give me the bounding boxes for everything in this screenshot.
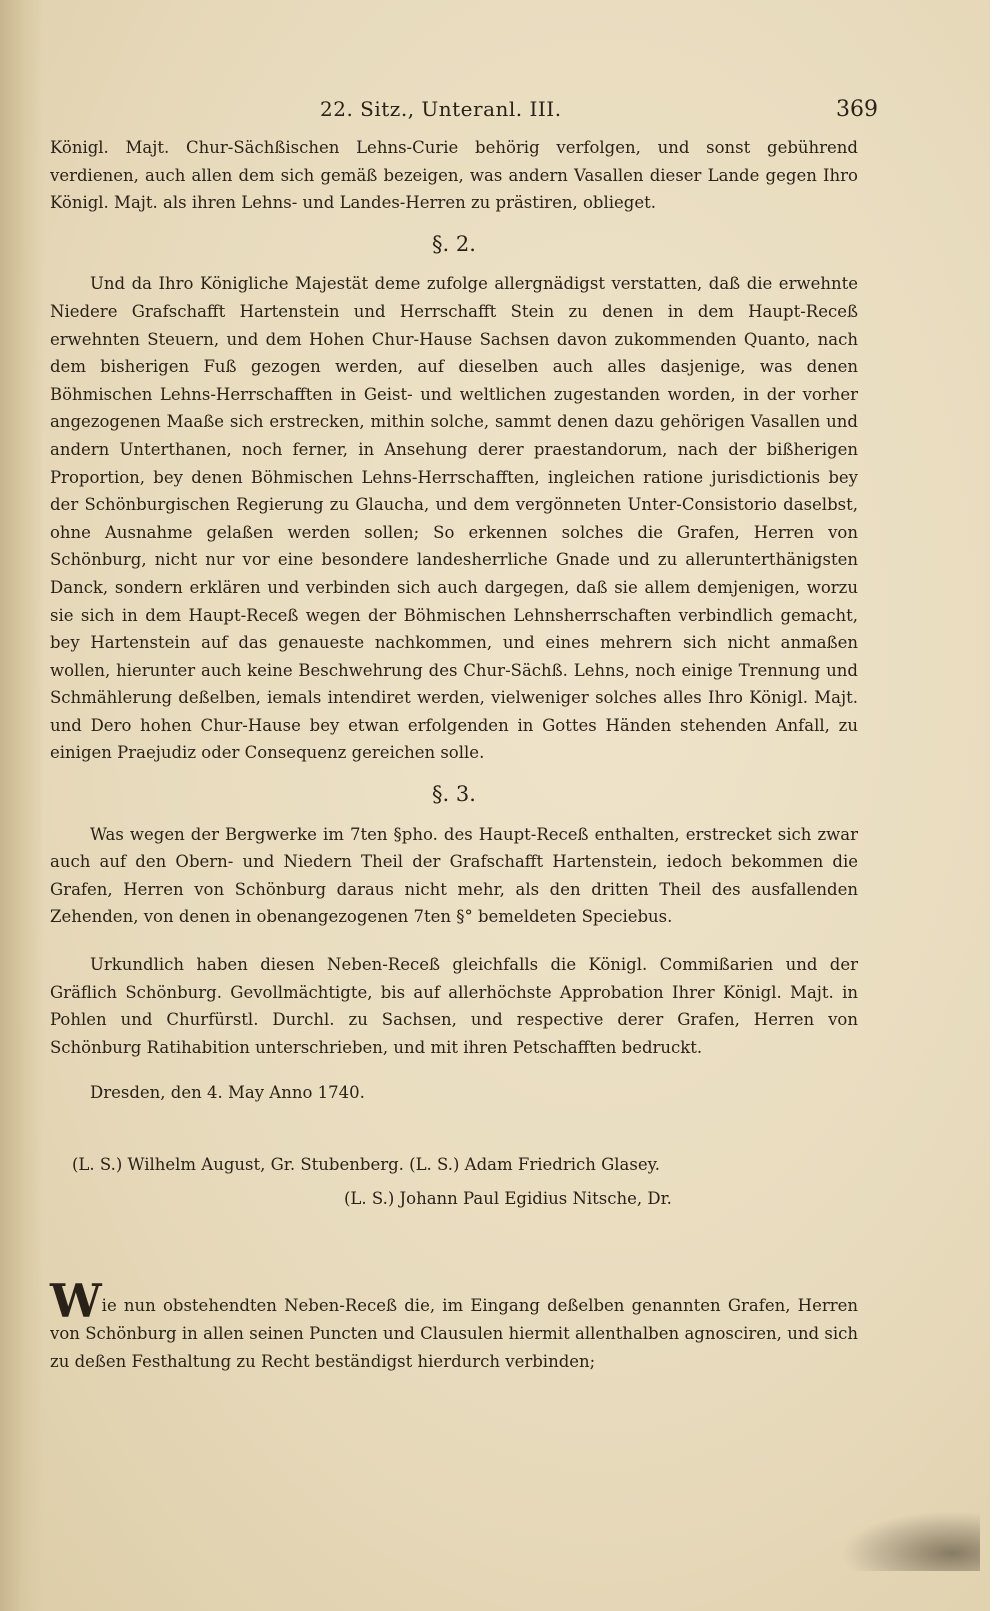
- section-2-paragraph: Und da Ihro Königliche Majestät deme zufolge allergnädigst verstatten, daß die erwehnte Niedere Grafschafft Hartenstein und Herrschafft Stein zu denen in dem Haupt-Receß erwehnten Steuern, und dem Hohen Chur-Hause Sachsen davon zukommenden Quanto, nach dem bisherigen Fuß gezogen werden, auf dieselben auch alles dasjenige, was denen Böhmischen Lehns-Herrschafften in Geist- und weltlichen zugestanden worden, in der vorher angezogenen Maaße sich erstrecken, mithin solche, sammt denen dazu gehörigen Vasallen und andern Unterthanen, noch ferner, in Ansehung derer praestandorum, nach der bißherigen Proportion, bey denen Böhmischen Lehns-Herrschafften, ingleichen ratione jurisdictionis bey der Schönburgischen Regierung zu Glaucha, und dem vergönneten Unter-Consistorio daselbst, ohne Ausnahme gelaßen werden sollen; So erkennen solches die Grafen, Herren von Schönburg, nicht nur vor eine besondere landesherrliche Gnade und zu allerunterthänigsten Danck, sondern erklären und verbinden sich auch dargegen, daß sie allem demjenigen, worzu sie sich in dem Haupt-Receß wegen der Böhmischen Lehnsherrschaften verbindlich gemacht, bey Hartenstein auf das genaueste nachkommen, und eines mehrern sich nicht anmaßen wollen, hierunter auch keine Beschwehrung des Chur-Sächß. Lehns, noch einige Trennung und Schmählerung deßelben, iemals intendiret werden, vielweniger solches alles Ihro Königl. Majt. und Dero hohen Chur-Hause bey etwan erfolgenden in Gottes Händen stehenden Anfall, zu einigen Praejudiz oder Consequenz gereichen solle.: [50, 274, 858, 763]
- book-spine-shadow: [0, 0, 44, 1611]
- opening-paragraph: Königl. Majt. Chur-Sächßischen Lehns-Curie behörig verfolgen, und sonst gebührend verdienen, auch allen dem sich gemäß bezeigen, was andern Vasallen dieser Lande gegen Ihro Königl. Majt. als ihren Lehns- und Landes-Herren zu prästiren, oblieget.: [50, 138, 858, 213]
- signature-line-2: (L. S.) Johann Paul Egidius Nitsche, Dr.: [344, 1188, 672, 1208]
- running-head-title: 22. Sitz., Unteranl. III.: [320, 97, 562, 121]
- page-number: 369: [836, 97, 878, 122]
- section-heading-2: §. 2.: [432, 231, 476, 256]
- date-line: Dresden, den 4. May Anno 1740.: [90, 1083, 365, 1103]
- section-3-paragraph: Was wegen der Bergwerke im 7ten §pho. des Haupt-Receß enthalten, erstrecket sich zwar auch auf den Obern- und Niedern Theil der Grafschafft Hartenstein, iedoch bekommen die Grafen, Herren von Schönburg daraus nicht mehr, als den dritten Theil des ausfallenden Zehenden, von denen in obenangezogenen 7ten §° bemeldeten Speciebus.: [50, 824, 858, 927]
- running-head: [50, 96, 878, 130]
- signature-line-1: (L. S.) Wilhelm August, Gr. Stubenberg. (L. S.) Adam Friedrich Glasey.: [72, 1155, 661, 1174]
- section-heading-3: §. 3.: [432, 782, 476, 807]
- closing-paragraph: [50, 1274, 858, 1375]
- page-edge: [990, 0, 1000, 1611]
- attestation-paragraph: Urkundlich haben diesen Neben-Receß gleichfalls die Königl. Commißarien und der Gräflich Schönburg. Gevollmächtigte, bis auf allerhöchste Approbation Ihrer Königl. Majt. in Pohlen und Churfürstl. Durchl. zu Sachsen, und respective derer Grafen, Herren von Schönburg Ratihabition unterschrieben, und mit ihren Petschafften bedruckt.: [50, 955, 858, 1057]
- drop-cap: W: [50, 1274, 102, 1329]
- page-text-block: [50, 96, 878, 1375]
- closing-text: ie nun obstehendten Neben-Receß die, im Eingang deßelben genannten Grafen, Herren von Schönburg in allen seinen Puncten und Clausulen hiermit allenthalben agnosciren, und sich zu deßen Festhaltung zu Recht beständigst hierdurch verbinden;: [50, 1296, 858, 1371]
- corner-smudge: [840, 1511, 980, 1571]
